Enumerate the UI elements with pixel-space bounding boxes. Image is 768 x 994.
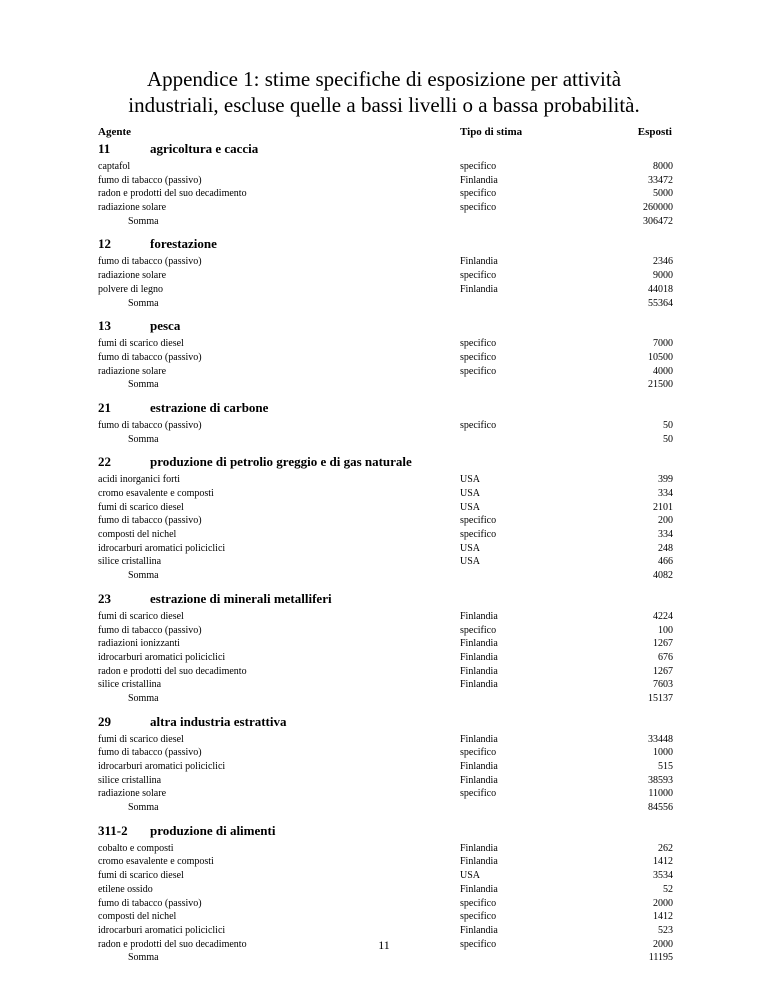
esposti-cell: 676 (658, 651, 673, 663)
tipo-cell: specifico (460, 351, 497, 363)
esposti-cell: 515 (658, 761, 673, 772)
tipo-cell: Finlandia (460, 651, 498, 663)
table-row (98, 869, 673, 883)
table-row (98, 514, 673, 528)
esposti-cell: 2000 (653, 938, 673, 950)
somma-row (98, 378, 673, 392)
esposti-cell: 8000 (653, 161, 673, 172)
tipo-cell: Finlandia (460, 174, 498, 186)
agent-cell: fumo di tabacco (passivo) (98, 747, 202, 759)
table-row (98, 473, 673, 487)
agent-cell: radon e prodotti del suo decadimento (98, 665, 247, 677)
somma-value: 84556 (648, 802, 673, 814)
somma-value: 15137 (648, 692, 673, 704)
table-row (98, 160, 673, 174)
exposure-table (98, 139, 673, 971)
table-row (98, 637, 673, 651)
agent-cell: idrocarburi aromatici policiclici (98, 761, 226, 772)
section-code: 11 (98, 141, 111, 156)
somma-spacer (490, 378, 600, 392)
tipo-cell: USA (460, 474, 481, 486)
table-row (98, 487, 673, 501)
esposti-cell: 33472 (648, 174, 673, 186)
esposti-cell: 52 (663, 883, 673, 895)
section-code: 12 (98, 236, 111, 252)
agent-cell: idrocarburi aromatici policiclici (98, 542, 226, 554)
agent-cell: fumo di tabacco (passivo) (98, 897, 202, 909)
industry-section (98, 712, 673, 815)
tipo-cell: specifico (460, 747, 497, 759)
esposti-cell: 100 (658, 624, 673, 636)
agent-cell: cobalto e composti (98, 842, 174, 854)
agent-cell: fumo di tabacco (passivo) (98, 515, 202, 527)
table-row (98, 542, 673, 556)
tipo-cell: specifico (460, 365, 497, 377)
section-heading (98, 316, 673, 335)
agent-cell: silice cristallina (98, 556, 162, 568)
section-code: 29 (98, 713, 111, 729)
agent-cell: radiazione solare (98, 788, 167, 800)
somma-spacer (490, 297, 600, 311)
table-row (98, 283, 673, 297)
somma-value: 11195 (648, 952, 673, 964)
section-name: forestazione (150, 236, 217, 252)
section-name: estrazione di minerali metalliferi (150, 590, 332, 606)
esposti-cell: 1267 (653, 665, 673, 677)
agent-cell: fumo di tabacco (passivo) (98, 174, 202, 186)
tipo-cell: specifico (460, 202, 497, 214)
section-name: estrazione di carbone (150, 399, 269, 415)
esposti-cell: 33448 (648, 733, 673, 745)
section-name: pesca (150, 318, 181, 334)
agent-cell: captafol (98, 161, 131, 172)
somma-row (98, 433, 673, 447)
agent-cell: fumi di scarico diesel (98, 870, 184, 882)
esposti-cell: 3534 (653, 870, 673, 882)
somma-spacer (490, 215, 600, 229)
section-code: 21 (98, 399, 111, 415)
somma-row (98, 951, 673, 965)
esposti-cell: 1000 (653, 747, 673, 759)
somma-spacer (490, 951, 600, 965)
tipo-cell: Finlandia (460, 665, 498, 677)
somma-value: 55364 (648, 297, 673, 309)
industry-section (98, 234, 673, 310)
section-code: 22 (98, 454, 111, 470)
somma-label: Somma (128, 379, 159, 391)
somma-spacer (490, 801, 600, 815)
agent-cell: idrocarburi aromatici policiclici (98, 651, 226, 663)
tipo-cell: USA (460, 501, 481, 513)
tipo-cell: specifico (460, 419, 497, 431)
table-row (98, 201, 673, 215)
header-agente: Agente (98, 126, 131, 138)
tipo-cell: Finlandia (460, 679, 498, 691)
agent-cell: cromo esavalente e composti (98, 856, 214, 868)
somma-value: 50 (663, 433, 673, 445)
tipo-cell: Finlandia (460, 610, 498, 622)
tipo-cell: Finlandia (460, 883, 498, 895)
section-heading (98, 821, 673, 840)
somma-spacer (490, 692, 600, 706)
agent-cell: radiazione solare (98, 202, 167, 214)
esposti-cell: 523 (658, 924, 673, 936)
industry-section (98, 398, 673, 446)
page-title (0, 66, 768, 118)
somma-label: Somma (128, 297, 159, 309)
somma-value: 4082 (653, 570, 673, 582)
esposti-cell: 4000 (653, 365, 673, 377)
agent-cell: radiazione solare (98, 365, 167, 377)
agent-cell: fumo di tabacco (passivo) (98, 419, 202, 431)
table-row (98, 501, 673, 515)
esposti-cell: 466 (658, 556, 673, 568)
tipo-cell: specifico (460, 338, 497, 350)
tipo-cell: Finlandia (460, 761, 498, 772)
section-name: agricoltura e caccia (150, 141, 259, 156)
somma-label: Somma (128, 692, 159, 704)
industry-section (98, 589, 673, 706)
esposti-cell: 38593 (648, 774, 673, 786)
agent-cell: composti del nichel (98, 529, 177, 541)
tipo-cell: specifico (460, 188, 497, 200)
table-row (98, 255, 673, 269)
table-row (98, 774, 673, 788)
agent-cell: silice cristallina (98, 679, 162, 691)
esposti-cell: 260000 (643, 202, 673, 214)
table-row (98, 187, 673, 201)
table-row (98, 746, 673, 760)
tipo-cell: specifico (460, 161, 497, 172)
tipo-cell: specifico (460, 270, 497, 282)
esposti-cell: 2000 (653, 897, 673, 909)
esposti-cell: 334 (658, 488, 673, 499)
table-row (98, 365, 673, 379)
header-tipo-di-stima: Tipo di stima (460, 126, 523, 138)
agent-cell: cromo esavalente e composti (98, 488, 214, 499)
title-line-2: industriali, escluse quelle a bassi livelli o a bassa probabilità. (128, 93, 640, 117)
tipo-cell: Finlandia (460, 283, 498, 295)
esposti-cell: 1267 (653, 638, 673, 650)
section-heading (98, 589, 673, 608)
somma-label: Somma (128, 433, 159, 445)
agent-cell: radiazione solare (98, 270, 167, 282)
industry-section (98, 139, 673, 228)
table-row (98, 174, 673, 188)
tipo-cell: specifico (460, 938, 497, 950)
agent-cell: radon e prodotti del suo decadimento (98, 188, 247, 200)
esposti-cell: 2346 (653, 256, 673, 268)
tipo-cell: USA (460, 870, 481, 882)
agent-cell: fumi di scarico diesel (98, 610, 184, 622)
tipo-cell: USA (460, 488, 481, 499)
esposti-cell: 11000 (648, 788, 673, 800)
somma-row (98, 297, 673, 311)
title-line-1: Appendice 1: stime specifiche di esposizione per attività (146, 67, 622, 91)
somma-value: 21500 (648, 379, 673, 391)
somma-row (98, 569, 673, 583)
tipo-cell: specifico (460, 529, 497, 541)
tipo-cell: USA (460, 556, 481, 568)
esposti-cell: 1412 (653, 856, 673, 868)
tipo-cell: Finlandia (460, 774, 498, 786)
section-code: 23 (98, 590, 111, 606)
table-row (98, 624, 673, 638)
tipo-cell: specifico (460, 897, 497, 909)
agent-cell: etilene ossido (98, 883, 153, 895)
page-number: 11 (378, 938, 390, 952)
tipo-cell: Finlandia (460, 733, 498, 745)
agent-cell: fumi di scarico diesel (98, 501, 184, 513)
section-heading (98, 139, 673, 158)
somma-label: Somma (128, 952, 159, 964)
esposti-cell: 1412 (653, 911, 673, 923)
section-heading (98, 712, 673, 731)
table-row (98, 883, 673, 897)
somma-row (98, 215, 673, 229)
somma-row (98, 692, 673, 706)
agent-cell: idrocarburi aromatici policiclici (98, 924, 226, 936)
table-row (98, 924, 673, 938)
table-row (98, 610, 673, 624)
agent-cell: fumo di tabacco (passivo) (98, 351, 202, 363)
table-row (98, 665, 673, 679)
agent-cell: radon e prodotti del suo decadimento (98, 938, 247, 950)
somma-spacer (490, 569, 600, 583)
tipo-cell: Finlandia (460, 924, 498, 936)
section-heading (98, 234, 673, 253)
esposti-cell: 334 (658, 529, 673, 541)
table-row (98, 760, 673, 774)
tipo-cell: Finlandia (460, 856, 498, 868)
agent-cell: radiazioni ionizzanti (98, 638, 180, 650)
tipo-cell: specifico (460, 624, 497, 636)
agent-cell: fumo di tabacco (passivo) (98, 624, 202, 636)
table-row (98, 733, 673, 747)
table-row (98, 528, 673, 542)
agent-cell: fumi di scarico diesel (98, 733, 184, 745)
table-row (98, 855, 673, 869)
table-row (98, 651, 673, 665)
somma-row (98, 801, 673, 815)
esposti-cell: 9000 (653, 270, 673, 282)
table-row (98, 419, 673, 433)
tipo-cell: Finlandia (460, 256, 498, 268)
section-heading (98, 398, 673, 417)
esposti-cell: 2101 (653, 501, 673, 513)
esposti-cell: 200 (658, 515, 673, 527)
esposti-cell: 5000 (653, 188, 673, 200)
section-code: 311-2 (98, 822, 128, 838)
table-row (98, 351, 673, 365)
esposti-cell: 248 (658, 542, 673, 554)
esposti-cell: 399 (658, 474, 673, 486)
table-row (98, 842, 673, 856)
somma-value: 306472 (643, 215, 673, 227)
esposti-cell: 4224 (653, 610, 673, 622)
somma-spacer (490, 433, 600, 447)
section-heading (98, 452, 673, 471)
somma-label: Somma (128, 802, 159, 814)
somma-label: Somma (128, 570, 159, 582)
industry-section (98, 316, 673, 392)
tipo-cell: Finlandia (460, 842, 498, 854)
somma-label: Somma (128, 215, 159, 227)
section-name: produzione di petrolio greggio e di gas naturale (150, 454, 412, 470)
agent-cell: fumi di scarico diesel (98, 338, 184, 350)
section-name: produzione di alimenti (150, 822, 276, 838)
table-row (98, 555, 673, 569)
header-esposti: Esposti (637, 126, 672, 138)
esposti-cell: 10500 (648, 351, 673, 363)
agent-cell: acidi inorganici forti (98, 474, 181, 486)
agent-cell: fumo di tabacco (passivo) (98, 256, 202, 268)
tipo-cell: specifico (460, 515, 497, 527)
tipo-cell: specifico (460, 911, 497, 923)
agent-cell: polvere di legno (98, 283, 163, 295)
tipo-cell: Finlandia (460, 638, 498, 650)
table-row (98, 897, 673, 911)
table-row (98, 269, 673, 283)
industry-section (98, 452, 673, 583)
esposti-cell: 7603 (653, 679, 673, 691)
table-row (98, 787, 673, 801)
esposti-cell: 50 (663, 419, 673, 431)
agent-cell: composti del nichel (98, 911, 177, 923)
agent-cell: silice cristallina (98, 774, 162, 786)
table-row (98, 678, 673, 692)
esposti-cell: 262 (658, 842, 673, 854)
tipo-cell: specifico (460, 788, 497, 800)
tipo-cell: USA (460, 542, 481, 554)
table-row (98, 337, 673, 351)
table-row (98, 910, 673, 924)
esposti-cell: 7000 (653, 338, 673, 350)
esposti-cell: 44018 (648, 283, 673, 295)
section-name: altra industria estrattiva (150, 713, 287, 729)
section-code: 13 (98, 318, 111, 334)
